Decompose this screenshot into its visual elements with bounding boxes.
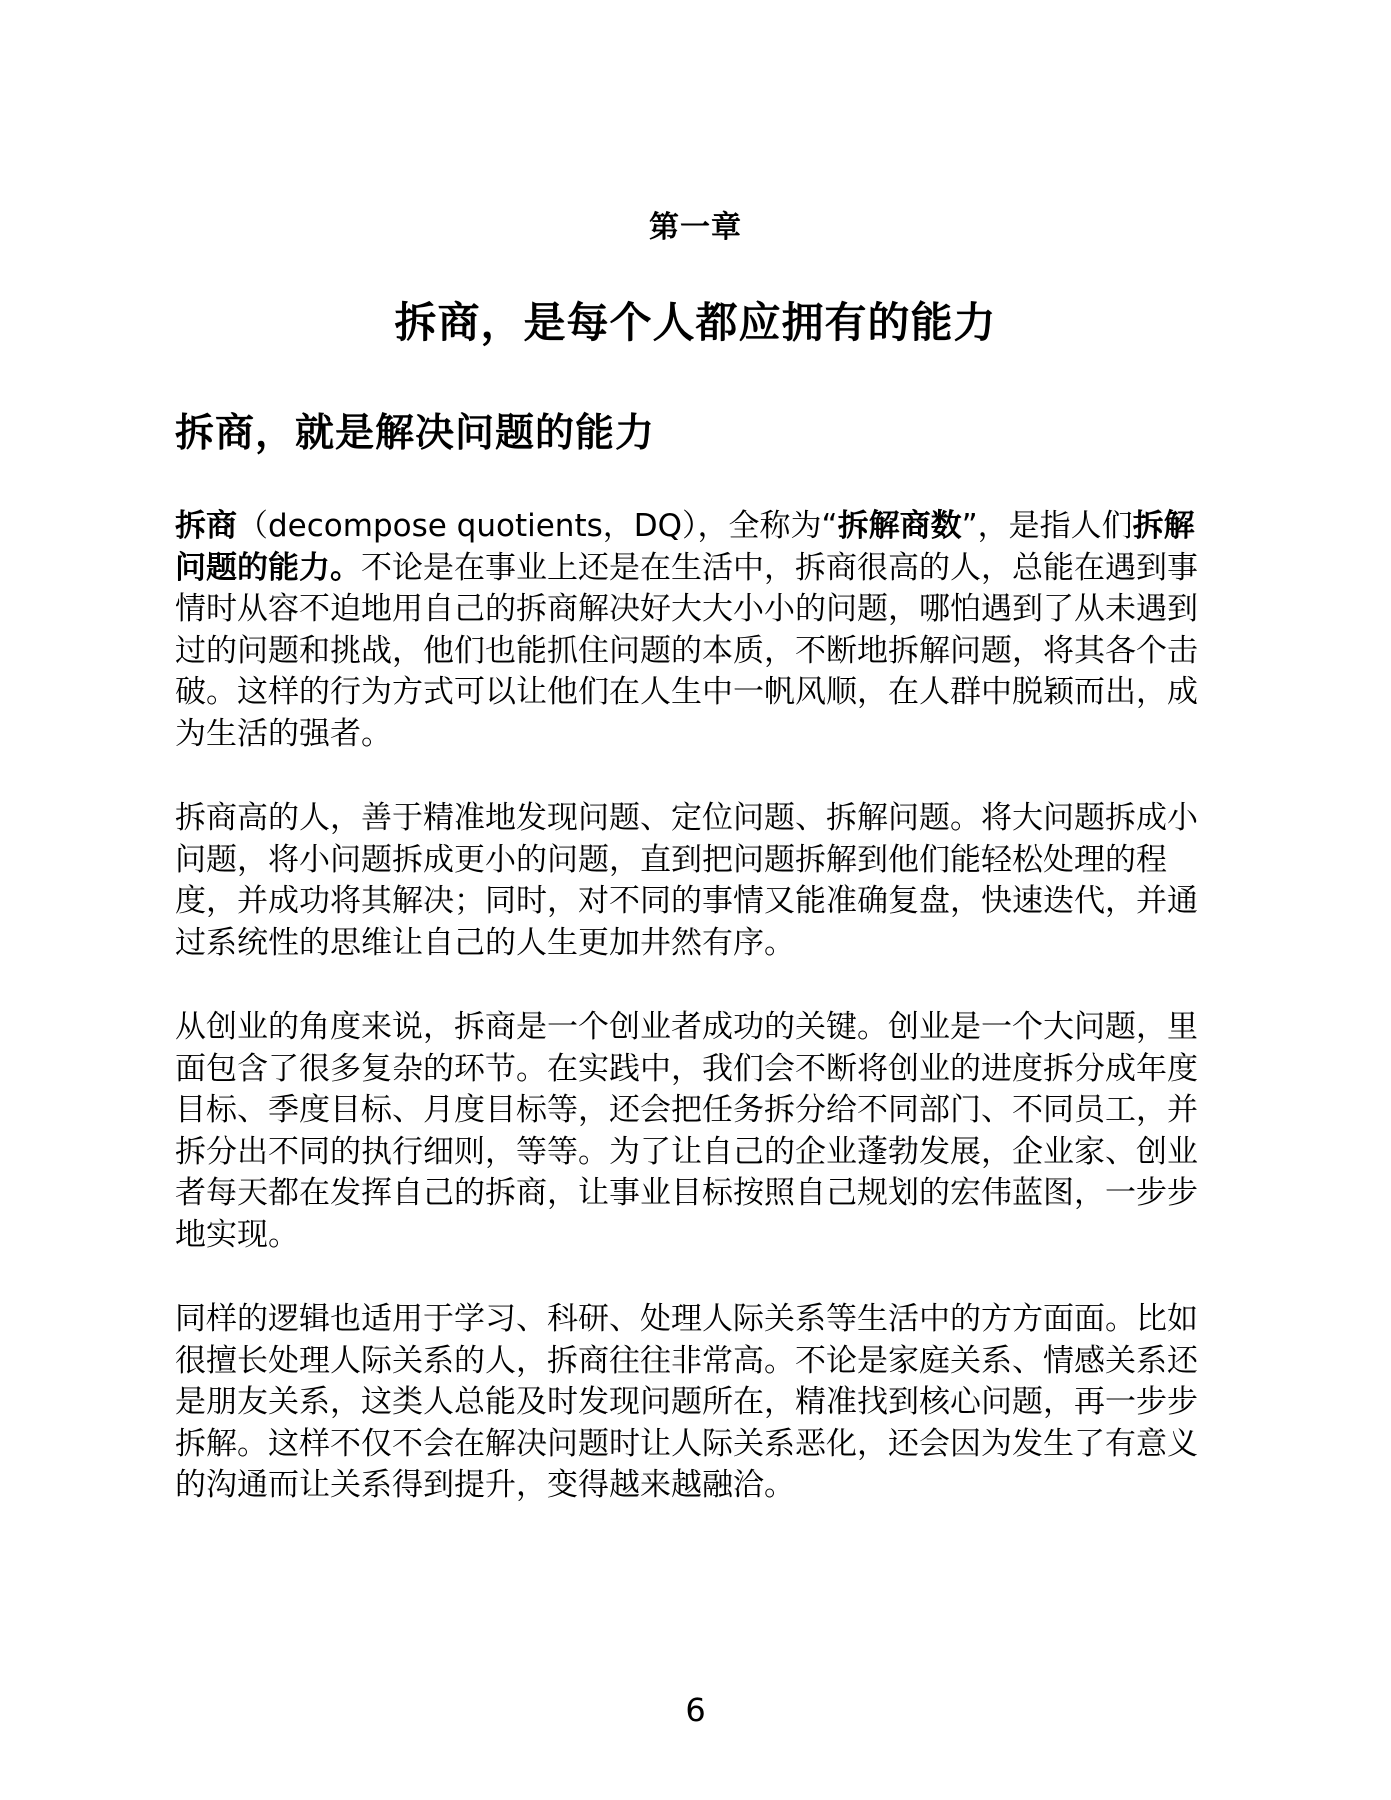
body-text [175,506,1205,1550]
paragraph-3: 从创业的角度来说，拆商是一个创业者成功的关键。创业是一个大问题，里面包含了很多复杂的环节。在实践中，我们会不断将创业的进度拆分成年度目标、季度目标、月度目标等，还会把任务拆分给不同部门、不同员工，并拆分出不同的执行细则，等等。为了让自己的企业蓬勃发展，企业家、创业者每天都在发挥自己的拆商，让事业目标按照自己规划的宏伟蓝图，一步步地实现。 [175,1009,1198,1253]
paragraph-text: ”，是指人们 [961,508,1133,544]
paragraph-text: （decompose quotients，DQ），全称为“ [237,508,838,544]
paragraph-1 [175,506,1205,755]
chapter-label: 第一章 [649,210,742,245]
section-title: 拆商，就是解决问题的能力 [175,411,656,456]
chapter-title: 拆商，是每个人都应拥有的能力 [394,298,997,347]
paragraph-text: 不论是在事业上还是在生活中，拆商很高的人，总能在遇到事情时从容不迫地用自己的拆商解决好大大小小的问题，哪怕遇到了从未遇到过的问题和挑战，他们也能抓住问题的本质，不断地拆解问题，将其各个击破。这样的行为方式可以让他们在人生中一帆风顺，在人群中脱颖而出，成为生活的强者。 [175,549,1198,752]
bold-full-name: 拆解商数 [837,508,962,544]
paragraph-4: 同样的逻辑也适用于学习、科研、处理人际关系等生活中的方方面面。比如很擅长处理人际关系的人，拆商往往非常高。不论是家庭关系、情感关系还是朋友关系，这类人总能及时发现问题所在，精准找到核心问题，再一步步拆解。这样不仅不会在解决问题时让人际关系恶化，还会因为发生了有意义的沟通而让关系得到提升，变得越来越融洽。 [175,1301,1198,1503]
bold-term: 拆商 [175,508,237,544]
page-number: 6 [685,1691,706,1729]
bold-definition: 拆解问题的能力。 [175,508,1195,586]
paragraph-2: 拆商高的人，善于精准地发现问题、定位问题、拆解问题。将大问题拆成小问题，将小问题拆成更小的问题，直到把问题拆解到他们能轻松处理的程度，并成功将其解决；同时，对不同的事情又能准确复盘，快速迭代，并通过系统性的思维让自己的人生更加井然有序。 [175,800,1198,961]
